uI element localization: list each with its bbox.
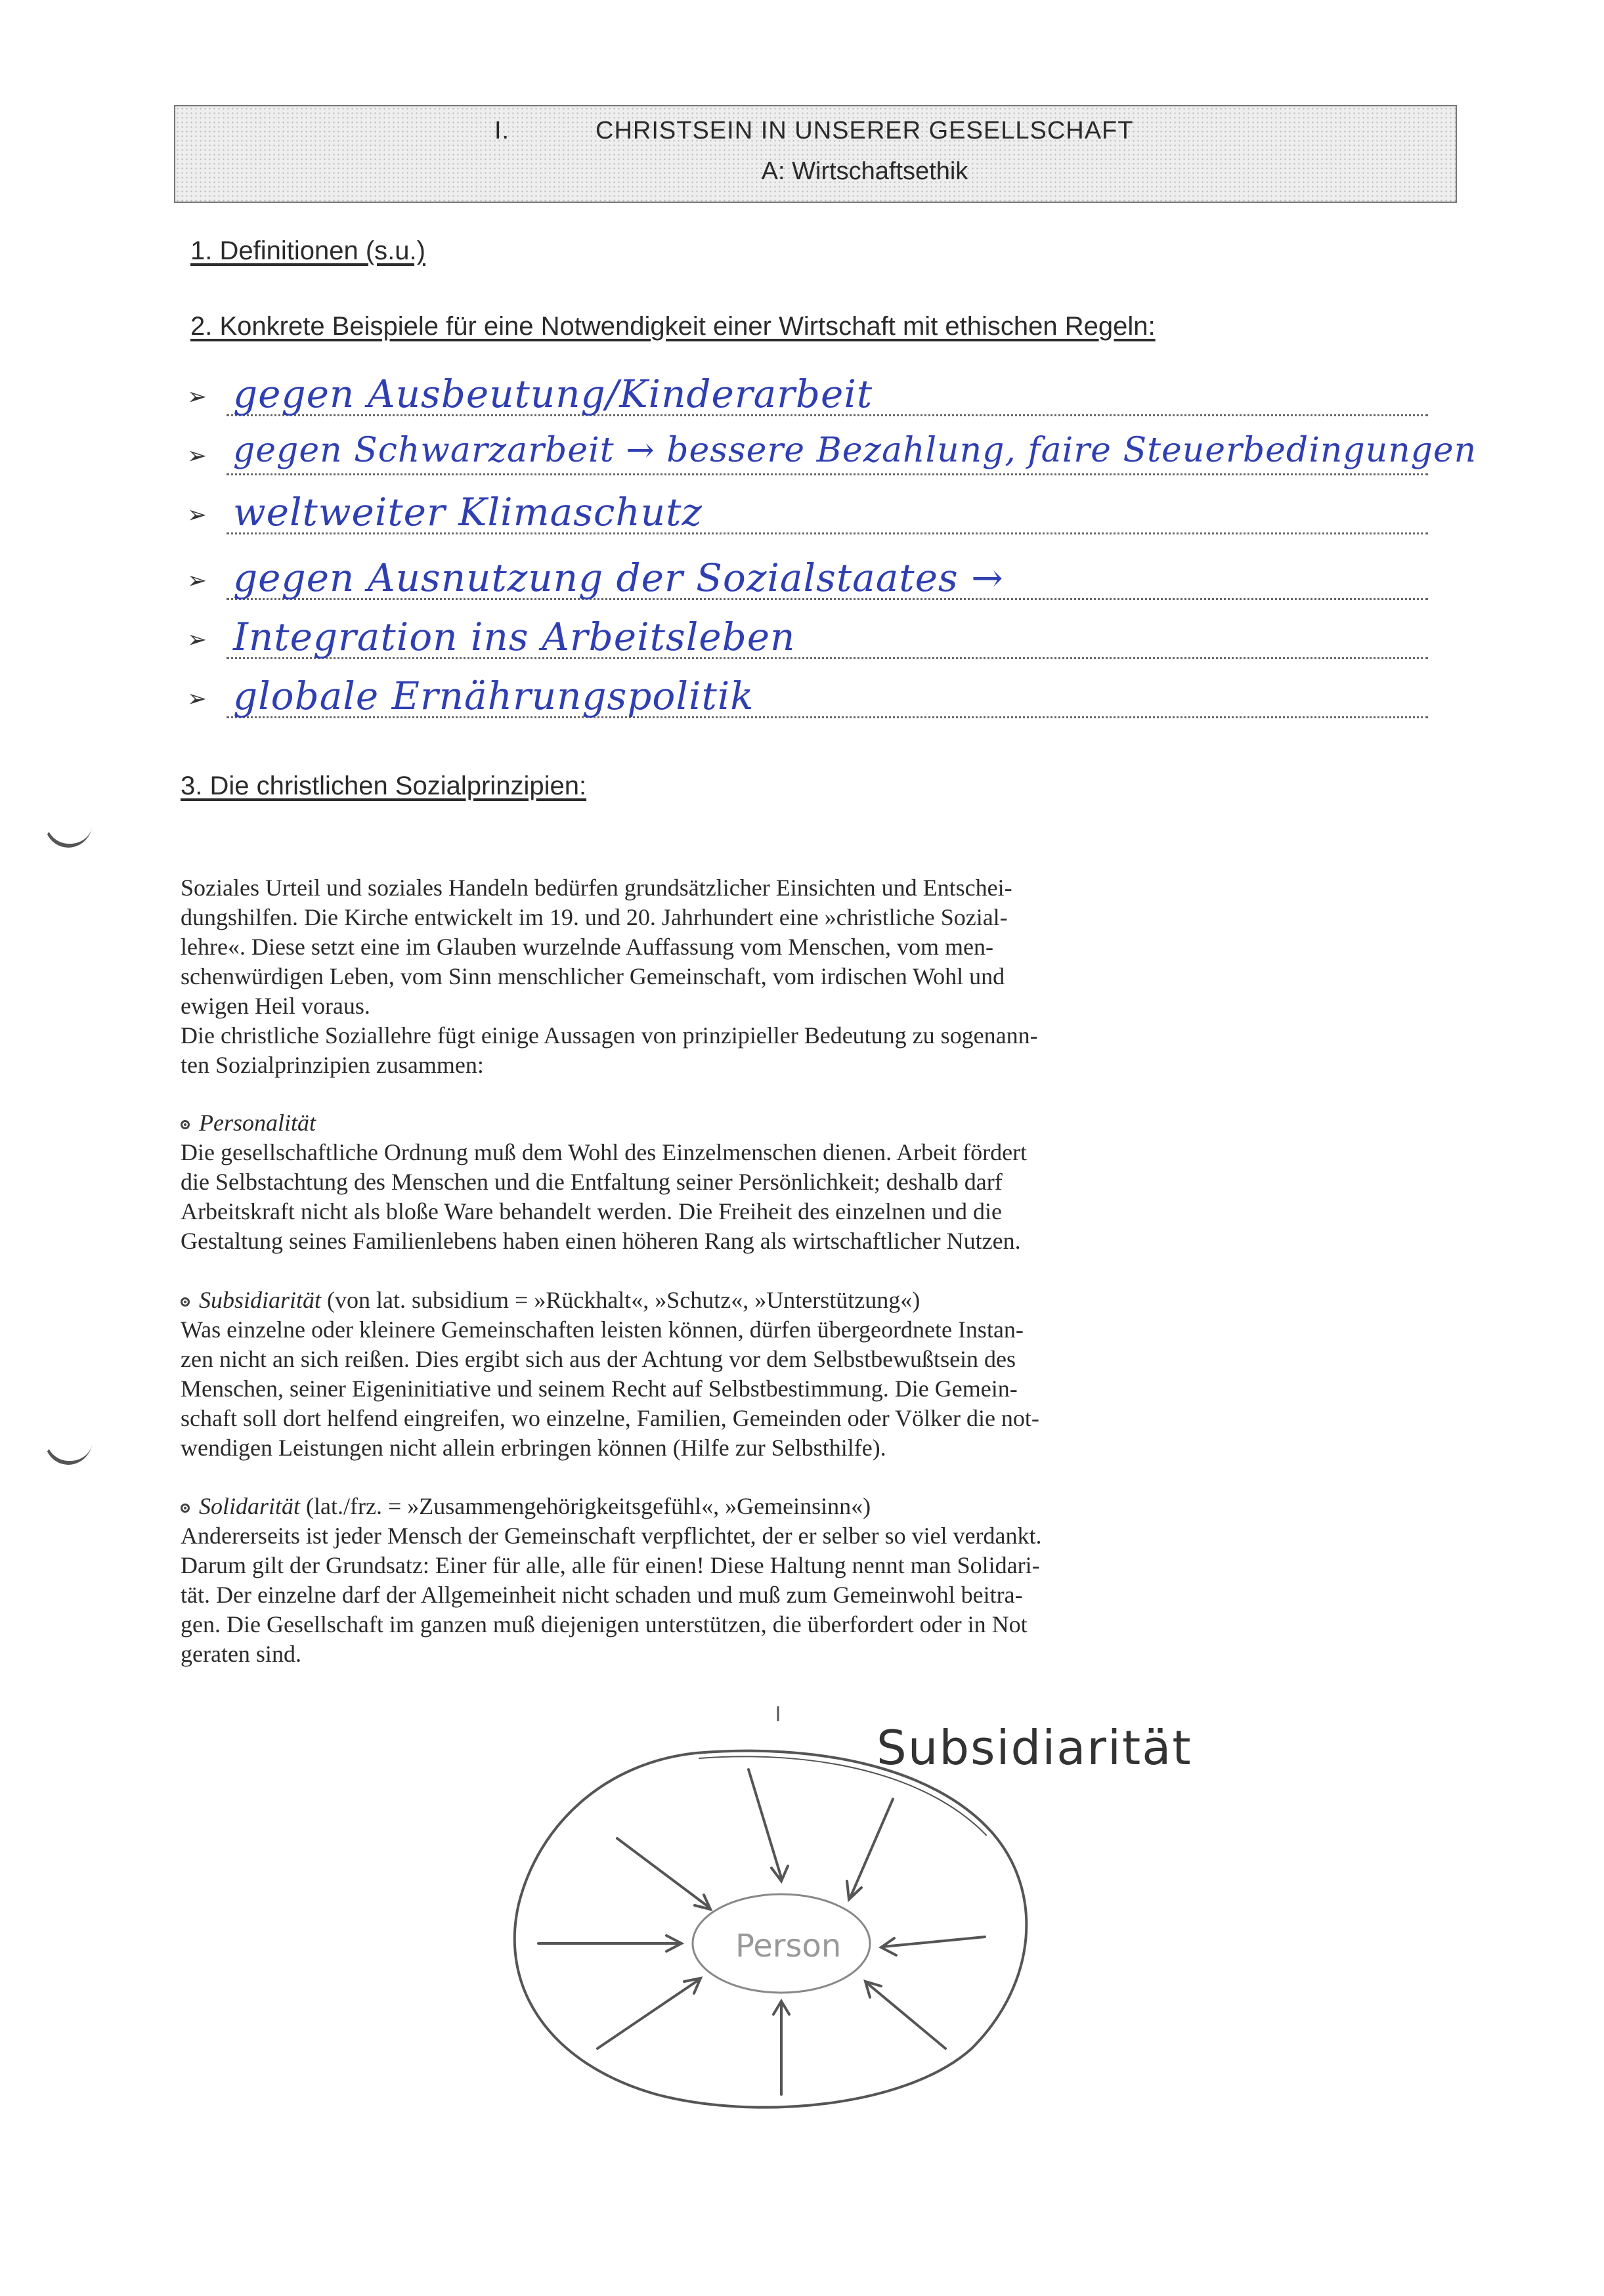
chapter-title: CHRISTSEIN IN UNSERER GESELLSCHAFT (596, 117, 1134, 144)
subsidiaritaet-block (181, 1286, 1192, 1463)
text-line: wendigen Leistungen nicht allein erbringen können (Hilfe zur Selbsthilfe). (181, 1435, 886, 1461)
text-line: Andererseits ist jeder Mensch der Gemeinschaft verpflichtet, der er selber so viel verdankt. (181, 1523, 1042, 1549)
arrow-bullet-icon: ➢ (187, 626, 207, 653)
text-line: Gestaltung seines Familienlebens haben einen höheren Rang als wirtschaftlicher Nutzen. (181, 1228, 1021, 1254)
text-line: Darum gilt der Grundsatz: Einer für alle, alle für einen! Diese Haltung nennt man Solidari- (181, 1552, 1040, 1578)
principle-etymology: (lat./frz. = »Zusammengehörigkeitsgefühl«, »Gemeinsinn«) (300, 1493, 871, 1519)
text-line: schenwürdigen Leben, vom Sinn menschlicher Gemeinschaft, vom irdischen Wohl und (181, 963, 1005, 989)
text-line: Was einzelne oder kleinere Gemeinschaften leisten können, dürfen übergeordnete Instan- (181, 1316, 1024, 1343)
handwritten-answer: gegen Ausbeutung/Kinderarbeit (233, 372, 873, 416)
list-item (187, 374, 1428, 420)
list-item (187, 492, 1428, 538)
person-label: Person (735, 1928, 842, 1964)
sketch-handwritten-label: Subsidiarität (877, 1720, 1192, 1775)
circle-bullet-icon (181, 1297, 190, 1307)
list-item (187, 555, 1428, 604)
handwritten-answer: gegen Schwarzarbeit → bessere Bezahlung, faire Steuerbedingungen (233, 431, 1477, 470)
subsidiaritaet-heading (181, 1286, 1192, 1315)
list-item (187, 431, 1477, 479)
chapter-subtitle: A: Wirtschaftsethik (761, 158, 968, 185)
text-line: Soziales Urteil und soziales Handeln bedürfen grundsätzlicher Einsichten und Entschei- (181, 875, 1012, 901)
section-3-heading: 3. Die christlichen Sozialprinzipien: (181, 771, 587, 800)
intro-paragraph (181, 873, 1192, 1080)
punch-hole (41, 794, 97, 852)
text-line: Menschen, seiner Eigeninitiative und seinem Recht auf Selbstbestimmung. Die Gemein- (181, 1375, 1018, 1402)
text-line: schaft soll dort helfend eingreifen, wo einzelne, Familien, Gemeinden oder Völker die not- (181, 1405, 1039, 1431)
chapter-number: I. (494, 117, 510, 144)
handwritten-answer: globale Ernährungspolitik (233, 674, 754, 718)
circle-bullet-icon (181, 1504, 190, 1513)
list-item (187, 617, 1428, 663)
circle-bullet-icon (181, 1120, 190, 1129)
arrow-bullet-icon: ➢ (187, 383, 207, 410)
text-line: Die gesellschaftliche Ordnung muß dem Wohl des Einzelmenschen dienen. Arbeit fördert (181, 1139, 1028, 1165)
text-line: geraten sind. (181, 1641, 301, 1667)
solidaritaet-block (181, 1492, 1192, 1669)
arrow-bullet-icon: ➢ (187, 502, 207, 529)
text-line: lehre«. Diese setzt eine im Glauben wurzelnde Auffassung vom Menschen, vom men- (181, 934, 993, 960)
text-line: gen. Die Gesellschaft im ganzen muß diejenigen unterstützen, die überfordert oder in Not (181, 1611, 1028, 1637)
principle-title: Subsidiarität (199, 1287, 322, 1313)
personalitaet-block (181, 1108, 1192, 1256)
header-box (174, 105, 1457, 203)
solidaritaet-heading (181, 1492, 1192, 1521)
principle-etymology: (von lat. subsidium = »Rückhalt«, »Schutz«, »Unterstützung«) (321, 1287, 921, 1313)
punch-hole (41, 1411, 97, 1469)
handwritten-answer: weltweiter Klimaschutz (233, 490, 703, 534)
text-line: tät. Der einzelne darf der Allgemeinheit nicht schaden und muß zum Gemeinwohl beitra- (181, 1582, 1023, 1608)
arrow-bullet-icon: ➢ (187, 443, 207, 469)
text-line: die Selbstachtung des Menschen und die Entfaltung seiner Persönlichkeit; deshalb darf (181, 1169, 1003, 1195)
section-2-heading: 2. Konkrete Beispiele für eine Notwendigkeit einer Wirtschaft mit ethischen Regeln: (190, 312, 1156, 341)
dotted-answer-line (227, 473, 1428, 475)
list-item (187, 676, 1428, 722)
arrow-bullet-icon: ➢ (187, 567, 207, 594)
text-line: ten Sozialprinzipien zusammen: (181, 1052, 484, 1078)
text-line: dungshilfen. Die Kirche entwickelt im 19. und 20. Jahrhundert eine »christliche Sozial- (181, 904, 1008, 930)
text-line: Arbeitskraft nicht als bloße Ware behandelt werden. Die Freiheit des einzelnen und die (181, 1198, 1002, 1224)
principle-title: Solidarität (199, 1493, 301, 1519)
personalitaet-heading (181, 1108, 1192, 1138)
text-line: Die christliche Soziallehre fügt einige Aussagen von prinzipieller Bedeutung zu sogenann- (181, 1022, 1038, 1049)
section-1-heading: 1. Definitionen (s.u.) (190, 236, 425, 265)
principle-title: Personalität (199, 1110, 316, 1136)
text-line: zen nicht an sich reißen. Dies ergibt sich aus der Achtung vor dem Selbstbewußtsein des (181, 1346, 1016, 1372)
handwritten-answer: Integration ins Arbeitsleben (233, 615, 796, 659)
handwritten-answer: gegen Ausnutzung der Sozialstaates → (233, 555, 1004, 600)
text-line: ewigen Heil voraus. (181, 993, 370, 1019)
arrow-bullet-icon: ➢ (187, 685, 207, 712)
